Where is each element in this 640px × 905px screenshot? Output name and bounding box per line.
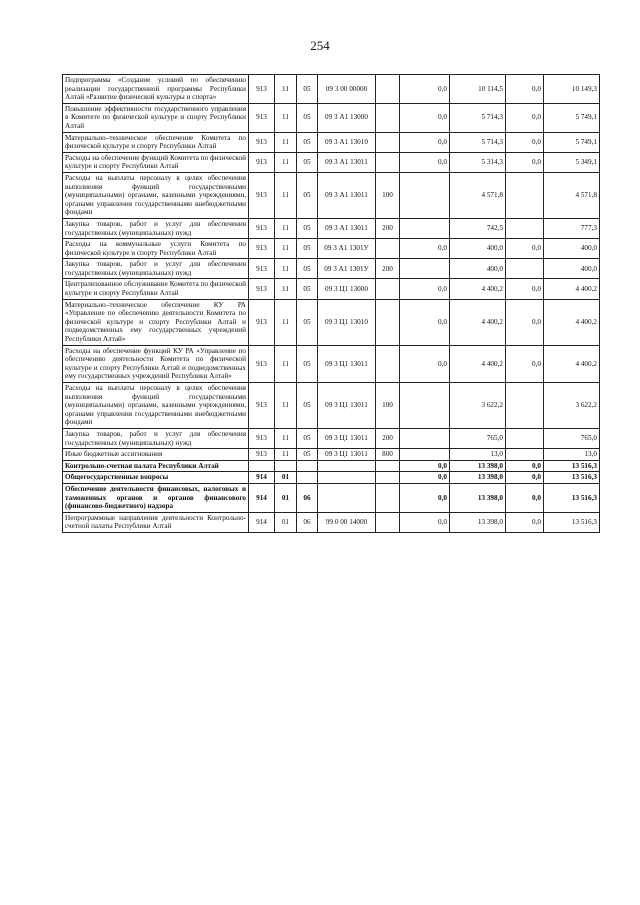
row-value-1: 0,0 — [400, 460, 450, 472]
row-value-2: 13 398,0 — [450, 460, 506, 472]
row-value-4: 3 622,2 — [544, 383, 600, 429]
row-grbs: 913 — [249, 75, 275, 104]
row-value-1: 0,0 — [400, 512, 450, 532]
row-value-3: 0,0 — [506, 132, 544, 152]
page-number: 254 — [310, 38, 330, 53]
row-subsection: 05 — [297, 279, 318, 299]
row-value-1: 0,0 — [400, 132, 450, 152]
row-value-2: 400,0 — [450, 259, 506, 279]
row-value-4: 5 749,1 — [544, 103, 600, 132]
row-name: Расходы на коммунальные услуги Комитета по физической культуре и спорту Республики Алтай — [63, 239, 249, 259]
row-section: 11 — [275, 239, 297, 259]
row-target-article: 09 3 А1 13011 — [318, 218, 376, 238]
row-subsection — [297, 460, 318, 472]
row-value-3: 0,0 — [506, 483, 544, 512]
table-row — [63, 345, 600, 382]
row-value-2: 4 400,2 — [450, 299, 506, 345]
row-expense-type: 100 — [376, 383, 400, 429]
row-expense-type: 200 — [376, 259, 400, 279]
row-subsection — [297, 472, 318, 484]
row-value-3: 0,0 — [506, 75, 544, 104]
row-subsection: 05 — [297, 449, 318, 461]
row-value-2: 5 714,3 — [450, 132, 506, 152]
row-value-1: 0,0 — [400, 75, 450, 104]
row-name: Централизованное обслуживание Комитета по физической культуре и спорту Республики Алтай — [63, 279, 249, 299]
row-section: 11 — [275, 279, 297, 299]
row-name: Повышение эффективности государственного управления в Комитете по физической культуре и спорту Республики Алтай — [63, 103, 249, 132]
table-row — [63, 239, 600, 259]
row-value-4: 13,0 — [544, 449, 600, 461]
row-value-4: 5 749,1 — [544, 132, 600, 152]
row-grbs: 913 — [249, 428, 275, 448]
row-value-3: 0,0 — [506, 472, 544, 484]
table-row — [63, 75, 600, 104]
row-value-4: 13 516,3 — [544, 460, 600, 472]
row-value-1 — [400, 428, 450, 448]
row-name: Общегосударственные вопросы — [63, 472, 249, 484]
row-name: Расходы на обеспечение функций Комитета по физической культуре и спорту Республики Алтай — [63, 152, 249, 172]
table-row — [63, 103, 600, 132]
row-value-1 — [400, 172, 450, 218]
row-subsection: 05 — [297, 218, 318, 238]
row-grbs: 913 — [249, 218, 275, 238]
row-value-1: 0,0 — [400, 299, 450, 345]
row-name: Контрольно-счетная палата Республики Алтай — [63, 460, 249, 472]
row-value-4: 4 400,2 — [544, 299, 600, 345]
row-name: Материально–техническое обеспечение Комитета по физической культуре и спорту Республики Алтай — [63, 132, 249, 152]
row-name: Непрограммные направления деятельности Контрольно-счетной палаты Республики Алтай — [63, 512, 249, 532]
row-expense-type — [376, 239, 400, 259]
row-expense-type — [376, 279, 400, 299]
row-value-3: 0,0 — [506, 512, 544, 532]
table-row — [63, 152, 600, 172]
row-grbs: 913 — [249, 172, 275, 218]
row-target-article — [318, 460, 376, 472]
row-value-2: 4 571,8 — [450, 172, 506, 218]
row-section: 11 — [275, 218, 297, 238]
row-value-4: 13 516,3 — [544, 483, 600, 512]
row-target-article: 09 3 Ц1 13011 — [318, 449, 376, 461]
row-subsection: 05 — [297, 132, 318, 152]
row-grbs: 913 — [249, 239, 275, 259]
row-grbs: 913 — [249, 132, 275, 152]
row-section: 11 — [275, 449, 297, 461]
row-value-4: 13 516,3 — [544, 512, 600, 532]
row-value-3: 0,0 — [506, 279, 544, 299]
row-section: 11 — [275, 132, 297, 152]
row-name: Подпрограмма «Создание условий по обеспечению реализации государственной программы Республики Алтай «Развитие физической культуры и спорта» — [63, 75, 249, 104]
row-subsection: 05 — [297, 172, 318, 218]
row-value-2: 13 398,0 — [450, 472, 506, 484]
row-value-4: 4 400,2 — [544, 345, 600, 382]
row-expense-type: 800 — [376, 449, 400, 461]
row-value-1: 0,0 — [400, 239, 450, 259]
row-target-article: 09 3 Ц1 13011 — [318, 428, 376, 448]
row-subsection: 05 — [297, 345, 318, 382]
row-value-3: 0,0 — [506, 239, 544, 259]
row-grbs: 913 — [249, 345, 275, 382]
row-subsection: 05 — [297, 428, 318, 448]
row-value-3: 0,0 — [506, 103, 544, 132]
table-row — [63, 512, 600, 532]
row-value-1: 0,0 — [400, 152, 450, 172]
row-grbs: 914 — [249, 483, 275, 512]
row-value-1: 0,0 — [400, 345, 450, 382]
row-value-1 — [400, 383, 450, 429]
table-row — [63, 172, 600, 218]
row-section: 01 — [275, 483, 297, 512]
row-grbs: 913 — [249, 383, 275, 429]
row-name: Закупка товаров, работ и услуг для обеспечения государственных (муниципальных) нужд — [63, 218, 249, 238]
row-value-1 — [400, 449, 450, 461]
row-subsection: 05 — [297, 299, 318, 345]
row-value-2: 3 622,2 — [450, 383, 506, 429]
row-target-article: 09 3 Ц1 13011 — [318, 345, 376, 382]
table-row — [63, 383, 600, 429]
row-value-2: 765,0 — [450, 428, 506, 448]
table-row — [63, 460, 600, 472]
row-target-article: 09 3 А1 13010 — [318, 132, 376, 152]
row-expense-type — [376, 103, 400, 132]
row-name: Иные бюджетные ассигнования — [63, 449, 249, 461]
row-value-2: 13,0 — [450, 449, 506, 461]
row-expense-type: 100 — [376, 172, 400, 218]
budget-table — [62, 74, 600, 533]
table-row — [63, 259, 600, 279]
row-name: Расходы на обеспечение функций КУ РА «Управление по обеспечению деятельности Комитета по физической культуре и спорту Республики Алтай и подведомственных ему государственных учреждений Республики Алтай» — [63, 345, 249, 382]
row-expense-type — [376, 460, 400, 472]
row-value-4: 4 571,8 — [544, 172, 600, 218]
row-value-3 — [506, 172, 544, 218]
row-value-1 — [400, 218, 450, 238]
table-row — [63, 472, 600, 484]
row-section: 11 — [275, 103, 297, 132]
row-value-4: 765,0 — [544, 428, 600, 448]
row-target-article: 99 0 00 14000 — [318, 512, 376, 532]
table-row — [63, 428, 600, 448]
row-target-article — [318, 483, 376, 512]
row-value-2: 5 714,3 — [450, 103, 506, 132]
row-section: 11 — [275, 75, 297, 104]
row-subsection: 05 — [297, 103, 318, 132]
row-value-3 — [506, 428, 544, 448]
row-expense-type — [376, 483, 400, 512]
row-grbs: 913 — [249, 152, 275, 172]
row-expense-type: 200 — [376, 428, 400, 448]
row-value-2: 400,0 — [450, 239, 506, 259]
row-subsection: 05 — [297, 259, 318, 279]
row-value-2: 742,5 — [450, 218, 506, 238]
row-name: Расходы на выплаты персоналу в целях обеспечения выполнения функций государственными (муниципальными) органами, казенными учреждениями, органами управления государственными внебюджетными фондами — [63, 172, 249, 218]
row-target-article: 09 3 Ц1 13000 — [318, 279, 376, 299]
row-subsection: 05 — [297, 152, 318, 172]
row-grbs: 913 — [249, 279, 275, 299]
row-section: 01 — [275, 472, 297, 484]
row-value-3 — [506, 383, 544, 429]
row-subsection: 05 — [297, 239, 318, 259]
row-expense-type — [376, 472, 400, 484]
table-row — [63, 218, 600, 238]
row-subsection: 06 — [297, 512, 318, 532]
row-value-3 — [506, 218, 544, 238]
row-section: 01 — [275, 512, 297, 532]
table-row — [63, 299, 600, 345]
row-grbs: 913 — [249, 299, 275, 345]
row-name: Закупка товаров, работ и услуг для обеспечения государственных (муниципальных) нужд — [63, 428, 249, 448]
row-expense-type — [376, 345, 400, 382]
row-value-1: 0,0 — [400, 472, 450, 484]
row-value-4: 400,0 — [544, 259, 600, 279]
row-grbs: 914 — [249, 512, 275, 532]
row-target-article: 09 3 Ц1 13010 — [318, 299, 376, 345]
row-value-1: 0,0 — [400, 483, 450, 512]
row-value-3: 0,0 — [506, 345, 544, 382]
row-grbs: 913 — [249, 259, 275, 279]
row-value-4: 13 516,3 — [544, 472, 600, 484]
row-value-3 — [506, 449, 544, 461]
row-value-4: 4 400,2 — [544, 279, 600, 299]
row-value-3: 0,0 — [506, 152, 544, 172]
row-expense-type — [376, 75, 400, 104]
row-expense-type — [376, 132, 400, 152]
row-value-3 — [506, 259, 544, 279]
row-name: Закупка товаров, работ и услуг для обеспечения государственных (муниципальных) нужд — [63, 259, 249, 279]
row-value-2: 13 398,0 — [450, 483, 506, 512]
row-value-2: 13 398,0 — [450, 512, 506, 532]
row-value-4: 10 149,3 — [544, 75, 600, 104]
row-name: Расходы на выплаты персоналу в целях обеспечения выполнения функций государственными (муниципальными) органами, казенными учреждениями, органами управления государственными внебюджетными фондами — [63, 383, 249, 429]
row-value-4: 777,3 — [544, 218, 600, 238]
table-row — [63, 483, 600, 512]
table-row — [63, 279, 600, 299]
table-row — [63, 132, 600, 152]
row-section: 11 — [275, 383, 297, 429]
row-value-2: 4 400,2 — [450, 345, 506, 382]
row-section: 11 — [275, 172, 297, 218]
row-value-2: 4 400,2 — [450, 279, 506, 299]
table-row — [63, 449, 600, 461]
row-name: Материально–техническое обеспечение КУ РА «Управление по обеспечению деятельности Комитета по физической культуре и спорту Республики Алтай и подведомственных ему государственных учреждений Республики Алтай» — [63, 299, 249, 345]
row-target-article: 09 3 А1 1301У — [318, 239, 376, 259]
row-grbs — [249, 460, 275, 472]
row-subsection: 05 — [297, 383, 318, 429]
row-expense-type — [376, 299, 400, 345]
row-subsection: 05 — [297, 75, 318, 104]
row-target-article: 09 3 Ц1 13011 — [318, 383, 376, 429]
row-target-article: 09 3 А1 13011 — [318, 172, 376, 218]
row-target-article: 09 3 А1 13000 — [318, 103, 376, 132]
row-grbs: 914 — [249, 472, 275, 484]
row-value-3: 0,0 — [506, 460, 544, 472]
row-section — [275, 460, 297, 472]
row-value-1 — [400, 259, 450, 279]
row-section: 11 — [275, 259, 297, 279]
row-grbs: 913 — [249, 449, 275, 461]
row-target-article: 09 3 А1 1301У — [318, 259, 376, 279]
row-grbs: 913 — [249, 103, 275, 132]
row-expense-type — [376, 152, 400, 172]
row-section: 11 — [275, 345, 297, 382]
row-target-article: 09 3 00 00000 — [318, 75, 376, 104]
row-name: Обеспечение деятельности финансовых, налоговых и таможенных органов и органов финансового (финансово-бюджетного) надзора — [63, 483, 249, 512]
row-value-2: 5 314,3 — [450, 152, 506, 172]
row-value-4: 5 349,1 — [544, 152, 600, 172]
row-target-article: 09 3 А1 13011 — [318, 152, 376, 172]
row-value-4: 400,0 — [544, 239, 600, 259]
row-expense-type — [376, 512, 400, 532]
row-subsection: 06 — [297, 483, 318, 512]
row-expense-type: 200 — [376, 218, 400, 238]
row-section: 11 — [275, 152, 297, 172]
row-section: 11 — [275, 299, 297, 345]
row-value-1: 0,0 — [400, 103, 450, 132]
row-value-2: 10 114,5 — [450, 75, 506, 104]
row-value-3: 0,0 — [506, 299, 544, 345]
row-value-1: 0,0 — [400, 279, 450, 299]
row-section: 11 — [275, 428, 297, 448]
row-target-article — [318, 472, 376, 484]
